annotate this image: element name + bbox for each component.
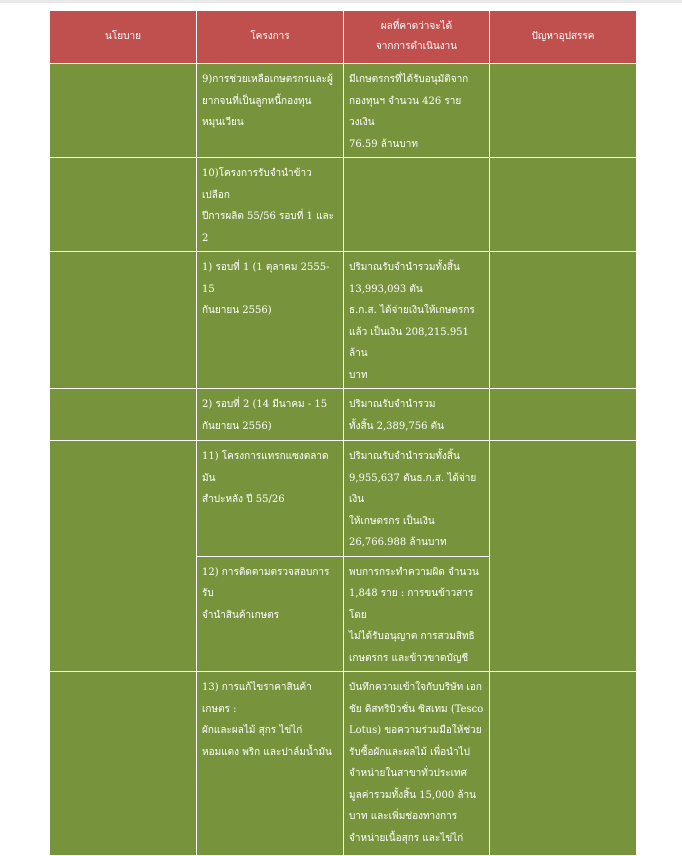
cell-result: บันทึกความเข้าใจกับบริษัท เอก ชัย ดิสทริบิวชั่น ซิสเทม (Tesco Lotus) ขอความร่วมมือให้ช่วย รับซื้อผักและผลไม้ เพื่อนำไป จำหน่ายในสาขาทั่วประเทศ มูลค่ารวมทั้งสิ้น 15,000 ล้าน บาท และเพิ่มช่องทางการ จำหน่ายเนื้อสุกร และไข่ไก่ [344, 672, 490, 856]
cell-project: 12) การติดตามตรวจสอบการรับ จำนำสินค้าเกษตร [197, 556, 344, 672]
header-expected-results: ผลที่คาดว่าจะได้ จากการดำเนินงาน [344, 11, 490, 64]
cell-project: 9)การช่วยเหลือเกษตรกรและผู้ ยากจนที่เป็นลูกหนี้กองทุน หมุนเวียน [197, 64, 344, 158]
header-row [50, 11, 637, 64]
cell-policy [50, 441, 197, 672]
cell-policy [50, 672, 197, 856]
cell-result [344, 158, 490, 252]
table-row [50, 252, 637, 389]
cell-policy [50, 64, 197, 158]
cell-obstacle [490, 252, 637, 389]
cell-obstacle [490, 64, 637, 158]
cell-project: 10)โครงการรับจำนำข้าวเปลือก ปีการผลิต 55/56 รอบที่ 1 และ 2 [197, 158, 344, 252]
table-row [50, 441, 637, 557]
cell-result: ปริมาณรับจำนำรวมทั้งสิ้น 13,993,093 ตัน ธ.ก.ส. ได้จ่ายเงินให้เกษตรกร แล้ว เป็นเงิน 208,215.951 ล้าน บาท [344, 252, 490, 389]
cell-project: 13) การแก้ไขราคาสินค้าเกษตร : ผักและผลไม้ สุกร ไข่ไก่ หอมแดง พริก และปาล์มน้ำมัน [197, 672, 344, 856]
table-body [50, 64, 637, 856]
cell-result: ปริมาณรับจำนำรวม ทั้งสิ้น 2,389,756 ตัน [344, 389, 490, 441]
header-policy: นโยบาย [50, 11, 197, 64]
cell-result: มีเกษตรกรที่ได้รับอนุมัติจาก กองทุนฯ จำนวน 426 ราย วงเงิน 76.59 ล้านบาท [344, 64, 490, 158]
table-row [50, 64, 637, 158]
table-row [50, 389, 637, 441]
cell-policy [50, 252, 197, 389]
cell-result: ปริมาณรับจำนำรวมทั้งสิ้น 9,955,637 ตันธ.ก.ส. ได้จ่ายเงิน ให้เกษตรกร เป็นเงิน 26,766.988 ล้านบาท [344, 441, 490, 557]
cell-policy [50, 158, 197, 252]
cell-result: พบการกระทำความผิด จำนวน 1,848 ราย : การขนข้าวสารโดย ไม่ได้รับอนุญาต การสวมสิทธิ เกษตรกร และข้าวขาดบัญชี [344, 556, 490, 672]
cell-obstacle [490, 441, 637, 672]
header-project: โครงการ [197, 11, 344, 64]
policy-table [49, 10, 637, 856]
table-row [50, 158, 637, 252]
cell-project: 2) รอบที่ 2 (14 มีนาคม - 15 กันยายน 2556) [197, 389, 344, 441]
table-row [50, 672, 637, 856]
table-header [50, 11, 637, 64]
top-divider [0, 0, 682, 3]
cell-obstacle [490, 672, 637, 856]
cell-project: 1) รอบที่ 1 (1 ตุลาคม 2555- 15 กันยายน 2556) [197, 252, 344, 389]
cell-policy [50, 389, 197, 441]
cell-obstacle [490, 389, 637, 441]
cell-obstacle [490, 158, 637, 252]
header-obstacles: ปัญหาอุปสรรค [490, 11, 637, 64]
cell-project: 11) โครงการแทรกแซงตลาดมัน สำปะหลัง ปี 55/26 [197, 441, 344, 557]
